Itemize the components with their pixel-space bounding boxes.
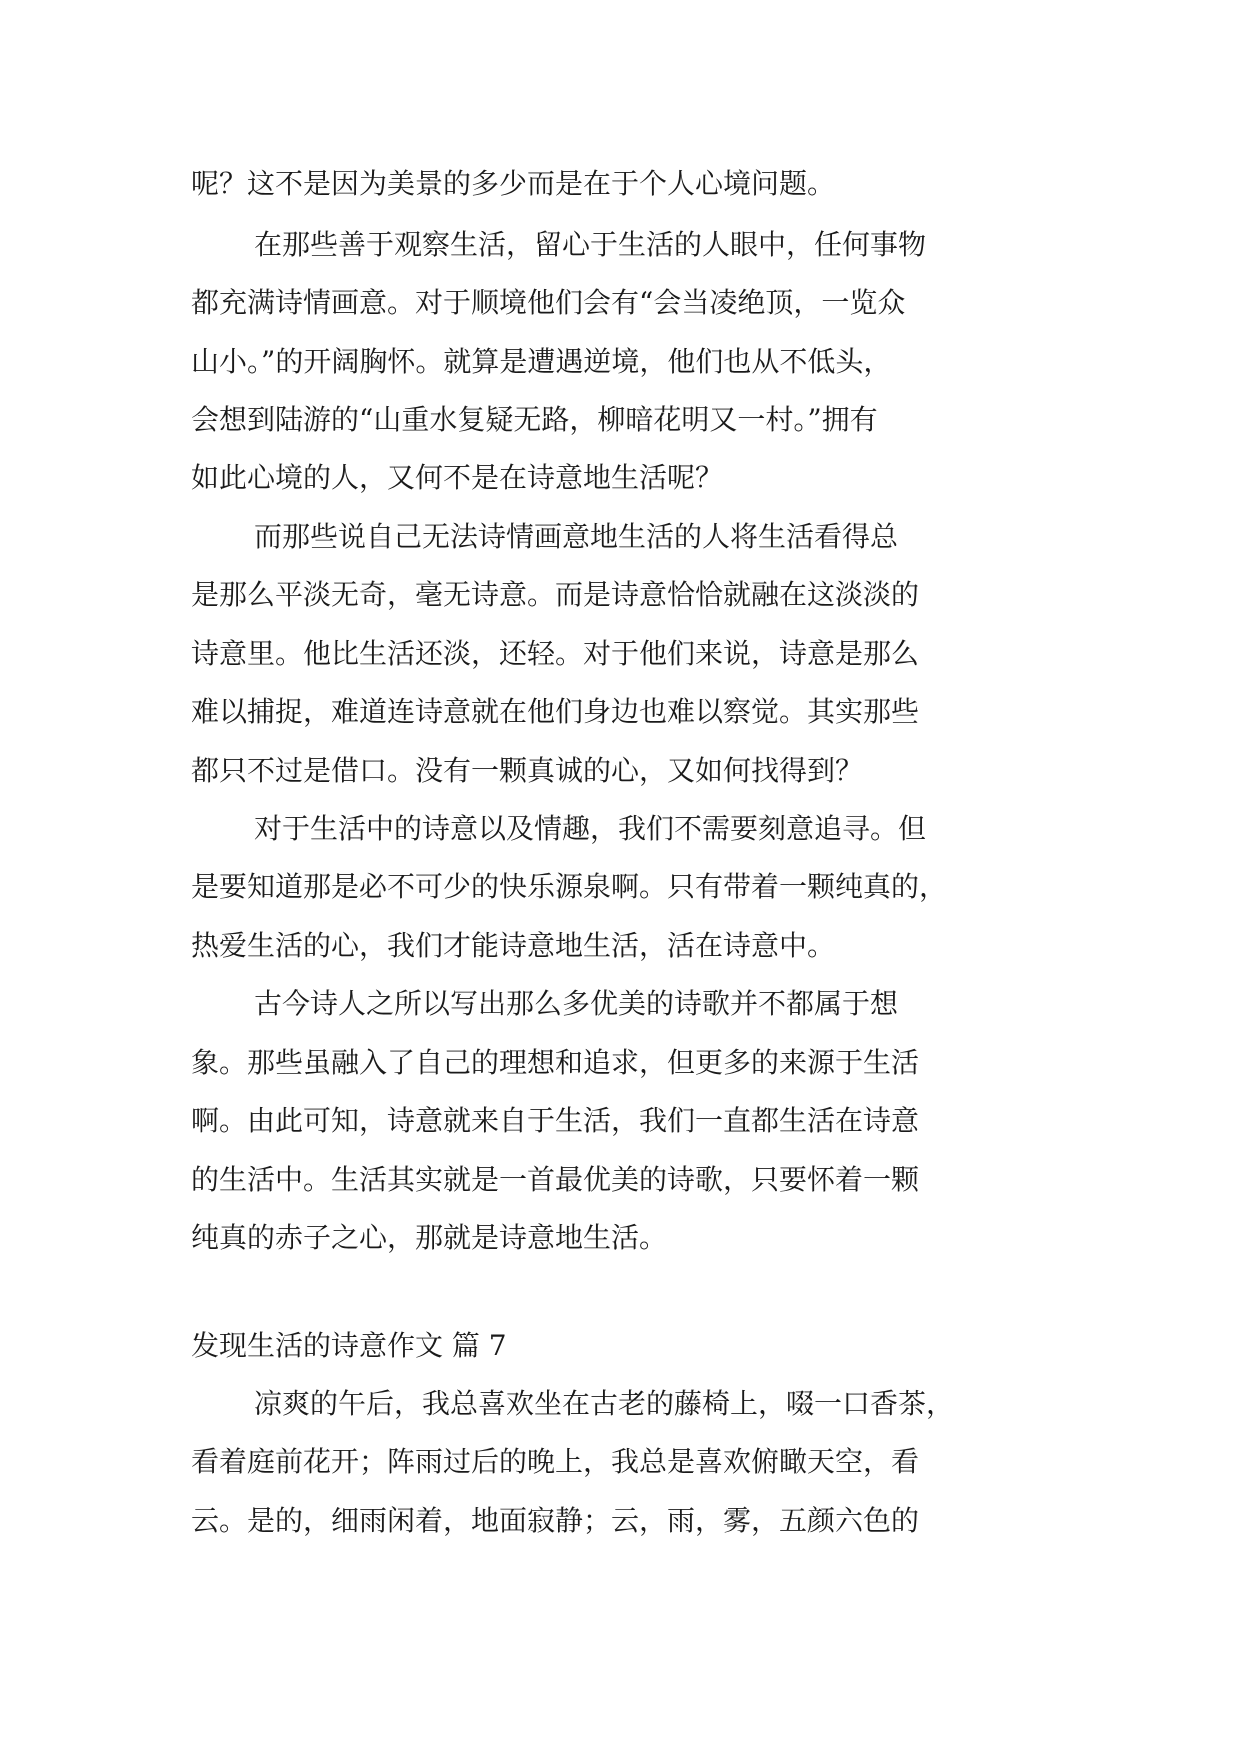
text-line: 象。那些虽融入了自己的理想和追求，但更多的来源于生活 <box>191 1046 920 1079</box>
paragraph-first-line: 古今诗人之所以写出那么多优美的诗歌并不都属于想 <box>254 987 899 1020</box>
text-line: 热爱生活的心，我们才能诗意地生活，活在诗意中。 <box>191 929 836 962</box>
text-line: 呢？这不是因为美景的多少而是在于个人心境问题。 <box>191 167 836 200</box>
text-line: 的生活中。生活其实就是一首最优美的诗歌，只要怀着一颗 <box>191 1163 920 1196</box>
paragraph-first-line: 在那些善于观察生活，留心于生活的人眼中，任何事物 <box>254 228 927 261</box>
text-line: 云。是的，细雨闲着，地面寂静；云，雨，雾，五颜六色的 <box>191 1504 920 1537</box>
paragraph-first-line: 凉爽的午后，我总喜欢坐在古老的藤椅上，啜一口香茶， <box>254 1387 955 1420</box>
paragraph-first-line: 对于生活中的诗意以及情趣，我们不需要刻意追寻。但 <box>254 812 927 845</box>
text-line: 会想到陆游的“山重水复疑无路，柳暗花明又一村。”拥有 <box>191 403 878 436</box>
section-heading: 发现生活的诗意作文 篇 7 <box>191 1329 507 1362</box>
paragraph-first-line: 而那些说自己无法诗情画意地生活的人将生活看得总 <box>254 520 899 553</box>
text-line: 看着庭前花开；阵雨过后的晚上，我总是喜欢俯瞰天空，看 <box>191 1445 920 1478</box>
text-line: 山小。”的开阔胸怀。就算是遭遇逆境，他们也从不低头， <box>191 345 892 378</box>
text-line: 都充满诗情画意。对于顺境他们会有“会当凌绝顶，一览众 <box>191 286 906 319</box>
text-line: 啊。由此可知，诗意就来自于生活，我们一直都生活在诗意 <box>191 1104 920 1137</box>
text-line: 诗意里。他比生活还淡，还轻。对于他们来说，诗意是那么 <box>191 637 920 670</box>
text-line: 如此心境的人，又何不是在诗意地生活呢？ <box>191 461 724 494</box>
text-line: 是那么平淡无奇，毫无诗意。而是诗意恰恰就融在这淡淡的 <box>191 578 920 611</box>
text-line: 都只不过是借口。没有一颗真诚的心，又如何找得到？ <box>191 754 864 787</box>
text-line: 是要知道那是必不可少的快乐源泉啊。只有带着一颗纯真的， <box>191 870 948 903</box>
text-line: 纯真的赤子之心，那就是诗意地生活。 <box>191 1221 668 1254</box>
text-line: 难以捕捉，难道连诗意就在他们身边也难以察觉。其实那些 <box>191 695 920 728</box>
